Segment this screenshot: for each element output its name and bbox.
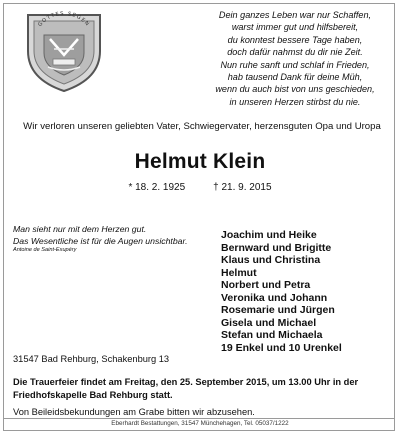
poem-line: du konntest bessere Tage haben, [227,34,363,45]
mourner-entry: Rosemarie und Jürgen [221,304,335,316]
deceased-name: Helmut Klein [134,150,266,173]
death-date: † 21. 9. 2015 [213,182,272,193]
mourner-entry: Veronika und Johann [221,291,328,304]
poem-line: wenn du auch bist von uns geschieden, [215,84,375,95]
intro-text: Wir verloren unseren geliebten Vater, Schwiegervater, herzensguten Opa und Uropa [23,121,381,132]
mourner-entry: Joachim und Heike [221,229,317,241]
mourner-entry: Norbert und Petra [221,279,311,291]
poem-line: Nun ruhe sanft und schlaf in Frieden, [220,59,370,70]
funeral-notice-line: Friedhofskapelle Bad Rehburg statt. [13,389,173,400]
mourners-list [221,229,391,354]
undertaker-footer: Eberhardt Bestattungen, 31547 Münchehagen, Tel. 05037/1222 [111,420,289,427]
mourner-entry: Bernward und Brigitte [221,241,332,254]
poem-line: warst immer gut und hilfsbereit, [231,22,359,33]
quote-line: Das Wesentliche ist für die Augen unsichtbar. [13,235,188,246]
poem-line: Dein ganzes Leben war nur Schaffen, [218,10,372,20]
life-dates [0,182,400,193]
birth-date: * 18. 2. 1925 [128,182,186,193]
poem-line: hab tausend Dank für deine Müh, [227,72,363,83]
mourner-entry: Stefan und Michaela [221,329,323,341]
funeral-notice [13,376,391,401]
quote [13,224,203,254]
emblem-caption: GOTTES SEGEN [37,10,91,28]
quote-line: Man sieht nur mit dem Herzen gut. [13,224,147,234]
coat-of-arms-emblem-icon [20,9,108,95]
poem-line: in unseren Herzen stirbst du nie. [229,96,361,107]
footer-divider [3,418,395,419]
address: 31547 Bad Rehburg, Schakenburg 13 [13,354,170,364]
poem [200,9,390,108]
mourner-entry: Gisela und Michael [221,316,317,329]
funeral-notice-line: Die Trauerfeier findet am Freitag, den 25. September 2015, um 13.00 Uhr in der [13,377,359,387]
mourner-entry: Klaus und Christina [221,254,321,266]
mourner-entry: Helmut [221,266,257,279]
condolence-note: Von Beileidsbekundungen am Grabe bitten wir abzusehen. [13,407,255,417]
mourner-entry: 19 Enkel und 10 Urenkel [221,341,342,354]
poem-line: doch dafür nahmst du dir nie Zeit. [227,47,363,58]
quote-author: Antoine de Saint-Exupéry [13,247,77,253]
